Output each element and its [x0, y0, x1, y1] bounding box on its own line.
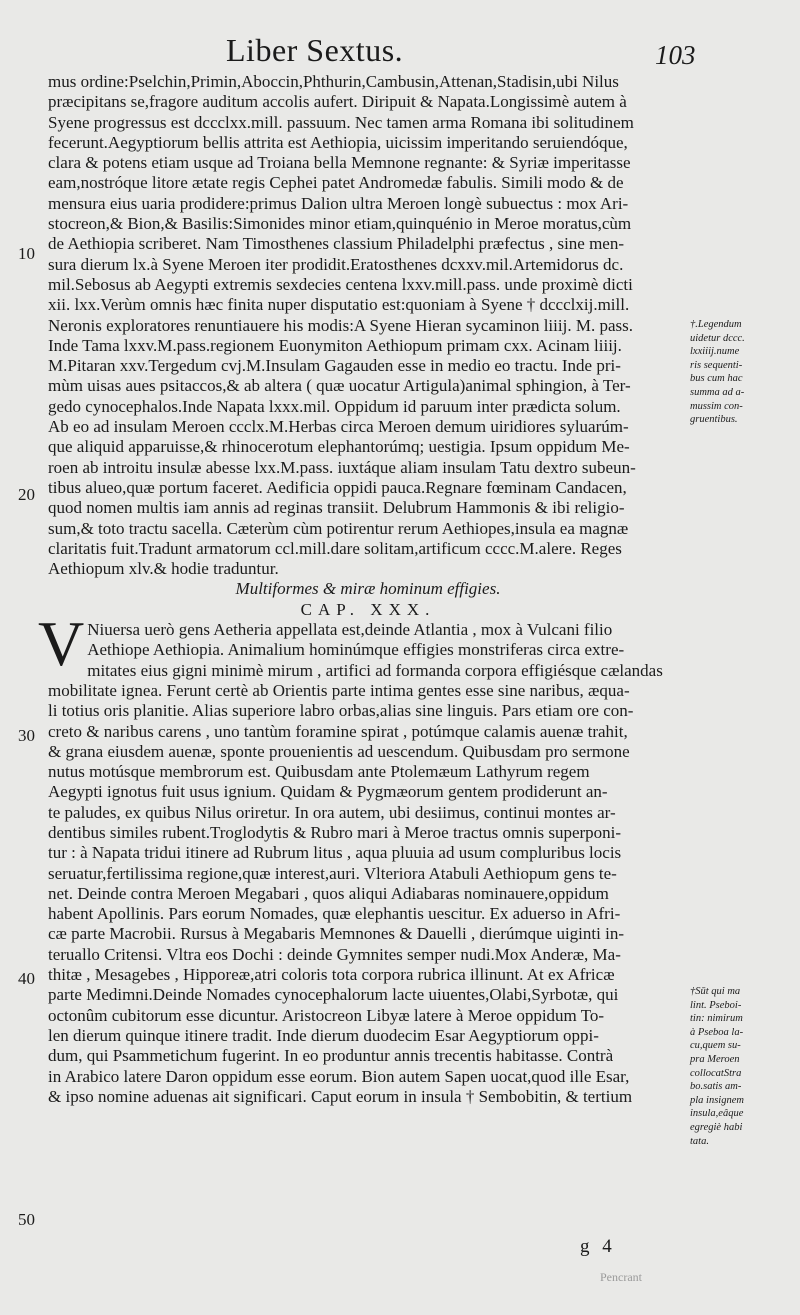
printer-signature: g 4 [580, 1236, 616, 1257]
text-line: parte Medimni.Deinde Nomades cynocephalorum lacte uiuentes,Olabi,Syrbotæ, qui [48, 985, 619, 1005]
drop-cap: V [38, 608, 85, 680]
text-line: seruatur,fertilissima regione,quæ interest,auri. Vlteriora Atabuli Aethiopum gens te- [48, 863, 617, 883]
text-line: mobilitate ignea. Ferunt certè ab Orientis parte intima gentes esse sine naribus, æqua- [48, 680, 630, 700]
text-line: mitates eius gigni minimè mirum , artifici ad formanda corpora effigiésque cælandas [87, 660, 663, 680]
margin-note-line: tin: nimirum [690, 1013, 743, 1025]
margin-note-line: tata. [690, 1135, 709, 1147]
text-line: creto & naribus carens , uno tantùm foramine spirat , potúmque calamis auenæ trahit, [48, 721, 628, 741]
line-number-30: 30 [18, 726, 35, 745]
text-line: Aethiopum xlv.& hodie traduntur. [48, 559, 279, 579]
margin-note-line: pra Meroen [690, 1053, 740, 1065]
text-line: li totius oris planitie. Alias superiore labro orbas,alias sine linguis. Pars etiam ore con- [48, 701, 634, 721]
margin-note-line: †Sūt qui ma [690, 986, 741, 997]
text-line: & ipso nomine aduenas ait significari. Caput eorum in insula † Sembobitin, & tertium [48, 1086, 633, 1106]
text-line: Aethiope Aethiopia. Animalium hominúmque effigies monstriferas circa extre- [87, 640, 625, 660]
margin-note-legendum [690, 318, 780, 427]
margin-note-line: lxxiiij.nume [690, 346, 740, 358]
section-heading: Multiformes & miræ hominum effigies. [235, 579, 501, 599]
text-line: & grana eiusdem auenæ, sponte prouenientis ad uescendum. Quibusdam pro sermone [48, 741, 630, 761]
text-line: mensura eius uaria prodidere:primus Dalion ultra Meroen longè subuectus : mox Ari- [48, 193, 629, 213]
margin-note-line: gruentibus. [690, 414, 738, 426]
text-line: Ab eo ad insulam Meroen ccclx.M.Herbas circa Meroen demum uiridiores syluarúm- [48, 417, 629, 437]
text-line: dentibus similes rubent.Troglodytis & Rubro mari à Meroe tractus omnis superponi- [48, 822, 622, 842]
text-line: Inde Tama lxxv.M.pass.regionem Euonymiton Aethiopum primam cxx. Acinam liiij. [48, 335, 622, 355]
text-line: stocreon,& Bion,& Basilis:Simonides minor etiam,quinquénio in Meroe moratus,cùm [48, 214, 632, 234]
line-number-20: 20 [18, 485, 35, 504]
text-line: de Aethiopia scriberet. Nam Timosthenes classium Philadelphi præfectus , sine men- [48, 234, 625, 254]
text-line: thitæ , Mesagebes , Hipporeæ,atri coloris tota corpora rubrica illinunt. At ex Africæ [48, 965, 615, 985]
text-line: cæ parte Macrobii. Rursus à Megabaris Memnones & Dauelli , dierúmque uiginti in- [48, 924, 624, 944]
line-number-40: 40 [18, 969, 35, 988]
chapter-lines [48, 620, 688, 1107]
text-line: gedo cynocephalos.Inde Napata lxxx.mil. Oppidum id paruum inter prædicta solum. [48, 396, 621, 416]
text-line: habent Apollinis. Pars eorum Nomades, quæ elephantis uescitur. Ex aduerso in Afri- [48, 904, 621, 924]
text-line: sum,& toto tractu sacella. Cæterùm cùm potirentur rerum Aethiopes,insula ea magnæ [48, 518, 629, 538]
chapter-label: CAP. XXX. [300, 599, 436, 619]
text-line: nutus motúsque membrorum est. Quibusdam ante Ptolemæum Lathyrum regem [48, 762, 590, 782]
margin-note-line: bus cum hac [690, 373, 743, 385]
margin-note-line: †.Legendum [690, 319, 742, 330]
text-line: te paludes, ex quibus Nilus oriretur. In ora autem, ubi desiimus, continui montes ar- [48, 802, 616, 822]
text-line: præcipitans se,fragore auditum accolis aufert. Diripuit & Napata.Longissimè autem à [48, 92, 627, 112]
text-line: fecerunt.Aegyptiorum bellis attrita est Aethiopia, uicissim imperitando seruiendóque, [48, 132, 628, 152]
text-line: tibus alueo,quæ portum faceret. Aedificia oppidi pauca.Regnare fœminam Candacen, [48, 477, 627, 497]
margin-note-line: uidetur dccc. [690, 332, 745, 344]
text-line: M.Pitaran xxv.Tergedum cvj.M.Insulam Gagauden esse in medio eo tractu. Inde pri- [48, 356, 621, 376]
text-line: Aegypti ignotus fuit usus ignium. Quidam & Pygmæorum gentem prodiderunt an- [48, 782, 608, 802]
text-line: quod nomen multis iam annis ad reginas transiit. Delubrum Hammonis & ibi religio- [48, 498, 625, 518]
running-header-title: Liber Sextus. [226, 32, 404, 68]
text-line: mùm uisas aues psitaccos,& ab altera ( quæ uocatur Artigula)animal sphingion, à Ter- [48, 376, 631, 396]
page-number: 103 [655, 40, 696, 70]
line-number-50: 50 [18, 1210, 35, 1229]
margin-note-line: ris sequenti- [690, 359, 743, 371]
line-number-10: 10 [18, 244, 35, 263]
text-line: octonûm cubitorum esse dicuntur. Aristocreon Libyæ latere à Meroe oppidum To- [48, 1005, 605, 1025]
margin-note-line: egregiè habi [690, 1121, 743, 1133]
text-line: dum, qui Psammetichum fugerint. In eo produntur annis trecentis habitasse. Contrà [48, 1046, 614, 1066]
text-line: net. Deinde contra Meroen Megabari , quos aliqui Adiabaras nominauere,oppidum [48, 883, 609, 903]
margin-note-line: collocatStra [690, 1067, 742, 1079]
main-text-column [38, 72, 688, 1107]
text-line: mus ordine:Pselchin,Primin,Aboccin,Phthurin,Cambusin,Attenan,Stadisin,ubi Nilus [48, 72, 619, 91]
text-line: teruallo Critensi. Vltra eos Dochi : deinde Gymnites semper nudi.Mox Anderæ, Ma- [48, 944, 621, 964]
text-line: Niuersa uerò gens Aetheria appellata est,deinde Atlantia , mox à Vulcani filio [87, 620, 613, 640]
catchword: Pencrant [600, 1270, 642, 1284]
text-line: eam,nostróque litore ætate regis Cephei patet Andromedæ fabulis. Simili modo & de [48, 173, 624, 193]
text-line: in Arabico latere Daron oppidum esse eorum. Bion autem Sapen uocat,quod ille Esar, [48, 1066, 630, 1086]
text-line: tur : à Napata tridui itinere ad Rubrum litus , aqua pluuia ad usum compluribus locis [48, 843, 622, 863]
text-line: xii. lxx.Verùm omnis hæc finita nuper disputatio est:quoniam à Syene † dccclxij.mill. [48, 295, 630, 315]
margin-note-sunt-qui [690, 985, 780, 1148]
margin-note-line: lint. Pseboi- [690, 999, 742, 1011]
text-line: claritatis fuit.Tradunt armatorum ccl.mill.dare solitam,artificum cccc.M.alere. Reges [48, 538, 622, 558]
text-line: que aliquid apparuisse,& rhinocerotum elephantorúmq; uestigia. Ipsum oppidum Me- [48, 437, 630, 457]
text-line: len dierum quinque itinere tradit. Inde dierum duodecim Esar Aegyptiorum oppi- [48, 1025, 599, 1045]
text-line: sura dierum lx.à Syene Meroen iter prodidit.Eratosthenes dcxxv.mil.Artemidorus dc. [48, 254, 624, 274]
margin-note-line: pla insignem [690, 1094, 744, 1106]
margin-note-line: bo.satis am- [690, 1081, 742, 1093]
margin-note-line: à Pseboa la- [690, 1026, 744, 1038]
margin-note-line: cu,quem su- [690, 1040, 741, 1052]
text-line: roen ab introitu insulæ abesse lxx.M.pass. iuxtáque aliam insulam Tatu dextro subeun- [48, 457, 636, 477]
text-line: clara & potens etiam usque ad Troiana bella Memnone regnante: & Syriæ imperitasse [48, 153, 631, 173]
margin-note-line: insula,eâque [690, 1108, 744, 1120]
margin-note-line: mussim con- [690, 400, 743, 412]
text-block-continuation [48, 72, 688, 579]
text-line: Syene progressus est dccclxx.mill. passuum. Nec tamen arma Romana ibi solitudinem [48, 112, 634, 132]
text-line: mil.Sebosus ab Aegypti extremis sexdecies centena lxxv.mill.pass. unde proximè dicti [48, 274, 633, 294]
text-line: Neronis exploratores renuntiauere his modis:A Syene Hieran sycaminon liiij. M. pass. [48, 315, 633, 335]
margin-note-line: summa ad a- [690, 386, 745, 398]
